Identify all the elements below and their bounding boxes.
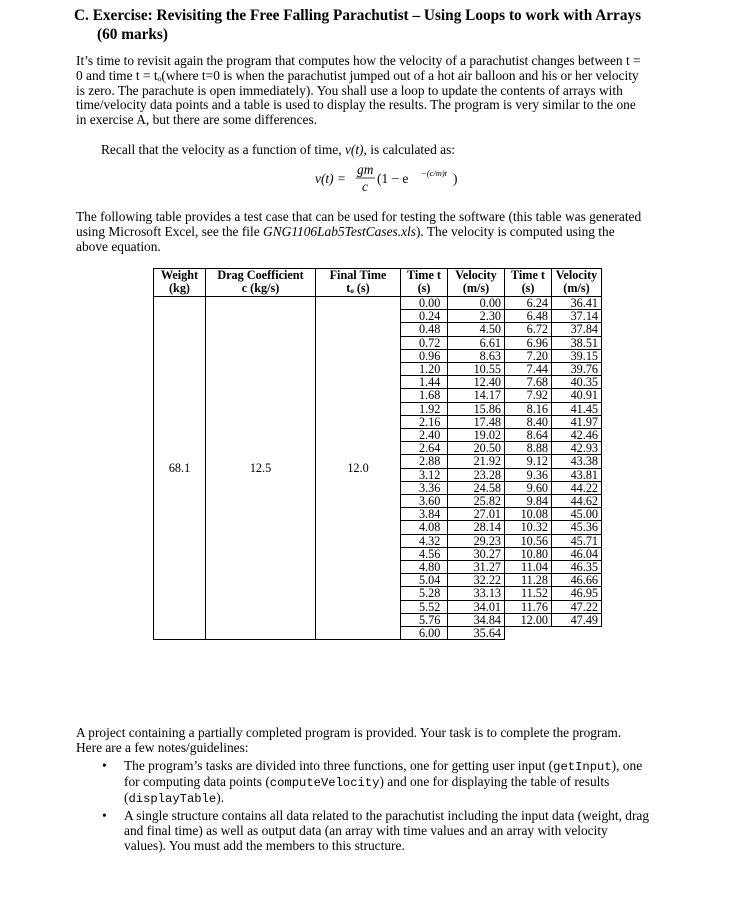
cell-velocity: 47.49 [552, 613, 602, 626]
cell-velocity: 33.13 [448, 587, 505, 600]
empty-cell [505, 627, 602, 640]
section-heading [74, 6, 714, 44]
recall-text: Recall that the velocity as a function of time, [101, 142, 345, 157]
cell-velocity: 8.63 [448, 349, 505, 362]
cell-velocity: 0.00 [448, 297, 505, 310]
cell-time: 2.16 [401, 415, 448, 428]
cell-time: 3.36 [401, 481, 448, 494]
cell-velocity: 38.51 [552, 336, 602, 349]
cell-time: 0.00 [401, 297, 448, 310]
intro-line: in exercise A, but there are some differences. [76, 112, 318, 128]
velocity-equation [315, 159, 515, 195]
cell-time: 10.80 [505, 547, 552, 560]
cell-velocity: 42.46 [552, 429, 602, 442]
cell-time: 2.64 [401, 442, 448, 455]
cell-velocity: 34.01 [448, 600, 505, 613]
header-velocity-1: Velocity (m/s) [448, 269, 505, 297]
cell-velocity: 25.82 [448, 495, 505, 508]
bullet-icon: • [102, 758, 107, 773]
recall-sentence [101, 142, 455, 158]
cell-velocity: 34.84 [448, 613, 505, 626]
cell-velocity: 29.23 [448, 534, 505, 547]
cell-time: 5.52 [401, 600, 448, 613]
heading-line-2: (60 marks) [97, 26, 168, 43]
intro-paragraph [76, 54, 701, 128]
cell-time: 11.76 [505, 600, 552, 613]
cell-velocity: 30.27 [448, 547, 505, 560]
cell-velocity: 4.50 [448, 323, 505, 336]
code-get-input: getInput [553, 760, 612, 774]
cell-velocity: 36.41 [552, 297, 602, 310]
cell-time: 2.40 [401, 429, 448, 442]
test-file-name: GNG1106Lab5TestCases.xls [263, 223, 416, 239]
cell-velocity: 42.93 [552, 442, 602, 455]
cell-time: 4.80 [401, 561, 448, 574]
header-weight: Weight (kg) [154, 269, 206, 297]
cell-velocity: 39.76 [552, 363, 602, 376]
cell-time: 6.72 [505, 323, 552, 336]
cell-time: 6.00 [401, 627, 448, 640]
cell-velocity: 32.22 [448, 574, 505, 587]
cell-velocity: 40.35 [552, 376, 602, 389]
table-header-row [154, 269, 602, 297]
cell-time: 7.68 [505, 376, 552, 389]
cell-time: 10.56 [505, 534, 552, 547]
cell-time: 1.92 [401, 402, 448, 415]
cell-time: 11.52 [505, 587, 552, 600]
cell-time: 5.04 [401, 574, 448, 587]
cell-velocity: 14.17 [448, 389, 505, 402]
cell-time: 9.60 [505, 481, 552, 494]
cell-time: 11.04 [505, 561, 552, 574]
cell-time: 3.60 [401, 495, 448, 508]
cell-time: 0.48 [401, 323, 448, 336]
cell-velocity: 41.97 [552, 415, 602, 428]
cell-velocity: 39.15 [552, 349, 602, 362]
intro-line: is zero. The parachute is open immediately). You shall use a loop to update the contents of arrays with [76, 82, 623, 98]
cell-velocity: 44.22 [552, 481, 602, 494]
cell-velocity: 46.04 [552, 547, 602, 560]
equation-lhs: v(t) = [315, 171, 346, 186]
header-velocity-2: Velocity (m/s) [552, 269, 602, 297]
cell-velocity: 45.71 [552, 534, 602, 547]
cell-time: 9.36 [505, 468, 552, 481]
table-row [154, 297, 602, 310]
cell-time: 10.08 [505, 508, 552, 521]
intro-line: It’s time to revisit again the program that computes how the velocity of a parachutist changes between t = [76, 53, 641, 68]
cell-time: 4.08 [401, 521, 448, 534]
cell-time: 10.32 [505, 521, 552, 534]
cell-time: 1.44 [401, 376, 448, 389]
cell-time: 7.92 [505, 389, 552, 402]
cell-weight: 68.1 [154, 297, 206, 640]
header-final-time: Final Time tₒ (s) [316, 269, 401, 297]
cell-velocity: 10.55 [448, 363, 505, 376]
cell-velocity: 44.62 [552, 495, 602, 508]
cell-velocity: 27.01 [448, 508, 505, 521]
cell-velocity: 31.27 [448, 561, 505, 574]
cell-velocity: 47.22 [552, 600, 602, 613]
cell-velocity: 41.45 [552, 402, 602, 415]
equation-denominator: c [362, 179, 368, 194]
bullet-icon: • [102, 808, 107, 824]
cell-velocity: 37.84 [552, 323, 602, 336]
code-compute-velocity: computeVelocity [269, 775, 380, 790]
heading-line-1: C. Exercise: Revisiting the Free Falling Parachutist – Using Loops to work with Arrays [74, 7, 642, 24]
cell-time: 4.32 [401, 534, 448, 547]
cell-time: 6.24 [505, 297, 552, 310]
guideline-item: • A single structure contains all data related to the parachutist including the input data (weight, drag and final time) as well as output data (an array with time values and an array with velocity values). You must add the members to this structure. [102, 808, 650, 853]
cell-velocity: 46.35 [552, 561, 602, 574]
cell-velocity: 37.14 [552, 310, 602, 323]
cell-time: 1.20 [401, 363, 448, 376]
header-time-1: Time t (s) [401, 269, 448, 297]
cell-time: 6.48 [505, 310, 552, 323]
cell-velocity: 43.38 [552, 455, 602, 468]
cell-time: 0.24 [401, 310, 448, 323]
recall-text-end: , is calculated as: [363, 142, 455, 157]
guideline-list [100, 759, 710, 857]
cell-velocity: 24.58 [448, 481, 505, 494]
equation-body: (1 − e [377, 171, 409, 186]
cell-velocity: 6.61 [448, 336, 505, 349]
recall-variable: v(t) [344, 142, 364, 157]
cell-time: 5.28 [401, 587, 448, 600]
cell-velocity: 2.30 [448, 310, 505, 323]
header-drag: Drag Coefficient c (kg/s) [206, 269, 316, 297]
cell-time: 7.20 [505, 349, 552, 362]
cell-velocity: 28.14 [448, 521, 505, 534]
intro-line: time/velocity data points and a table is used to display the results. The program is very similar to the one [76, 97, 636, 113]
cell-time: 7.44 [505, 363, 552, 376]
equation-numerator: gm [357, 162, 374, 177]
cell-velocity: 20.50 [448, 442, 505, 455]
cell-velocity: 21.92 [448, 455, 505, 468]
cell-velocity: 12.40 [448, 376, 505, 389]
project-line: Here are a few notes/guidelines: [76, 739, 249, 755]
cell-time: 8.40 [505, 415, 552, 428]
guideline-item: • The program’s tasks are divided into three functions, one for getting user input (getInput), one for computing data points (computeVelocity) and one for displaying the table of results (displayTable). [102, 758, 643, 806]
cell-velocity: 46.66 [552, 574, 602, 587]
cell-time: 6.96 [505, 336, 552, 349]
cell-time: 2.88 [401, 455, 448, 468]
cell-time: 0.96 [401, 349, 448, 362]
cell-time: 8.88 [505, 442, 552, 455]
intro-line: 0 and time t = tₒ(where t=0 is when the parachutist jumped out of a hot air balloon and his or her velocity [76, 67, 639, 83]
cell-velocity: 23.28 [448, 468, 505, 481]
cell-time: 5.76 [401, 613, 448, 626]
test-line: above equation. [76, 238, 161, 254]
cell-velocity: 35.64 [448, 627, 505, 640]
cell-velocity: 45.36 [552, 521, 602, 534]
project-paragraph [76, 726, 701, 756]
cell-time: 4.56 [401, 547, 448, 560]
cell-time: 9.12 [505, 455, 552, 468]
cell-time: 1.68 [401, 389, 448, 402]
cell-velocity: 17.48 [448, 415, 505, 428]
test-line-2: using Microsoft Excel, see the file GNG1106Lab5TestCases.xls). The velocity is computed using the [76, 223, 615, 239]
equation-close: ) [453, 171, 458, 186]
test-line: The following table provides a test case that can be used for testing the software (this table was generated [76, 209, 642, 224]
cell-time: 8.16 [505, 402, 552, 415]
cell-velocity: 46.95 [552, 587, 602, 600]
cell-velocity: 19.02 [448, 429, 505, 442]
cell-time: 11.28 [505, 574, 552, 587]
cell-velocity: 40.91 [552, 389, 602, 402]
cell-time: 9.84 [505, 495, 552, 508]
code-display-table: displayTable [128, 791, 217, 806]
cell-time: 8.64 [505, 429, 552, 442]
cell-time: 3.84 [401, 508, 448, 521]
cell-time: 12.00 [505, 613, 552, 626]
project-line: A project containing a partially completed program is provided. Your task is to complete the program. [76, 725, 622, 740]
cell-time: 0.72 [401, 336, 448, 349]
header-time-2: Time t (s) [505, 269, 552, 297]
cell-velocity: 43.81 [552, 468, 602, 481]
cell-velocity: 15.86 [448, 402, 505, 415]
cell-velocity: 45.00 [552, 508, 602, 521]
cell-time: 3.12 [401, 468, 448, 481]
cell-drag-coefficient: 12.5 [206, 297, 316, 640]
table-body [154, 297, 602, 640]
test-case-paragraph [76, 210, 701, 254]
test-case-table [153, 268, 602, 640]
cell-final-time: 12.0 [316, 297, 401, 640]
equation-exponent: −(c/m)t [421, 168, 448, 178]
